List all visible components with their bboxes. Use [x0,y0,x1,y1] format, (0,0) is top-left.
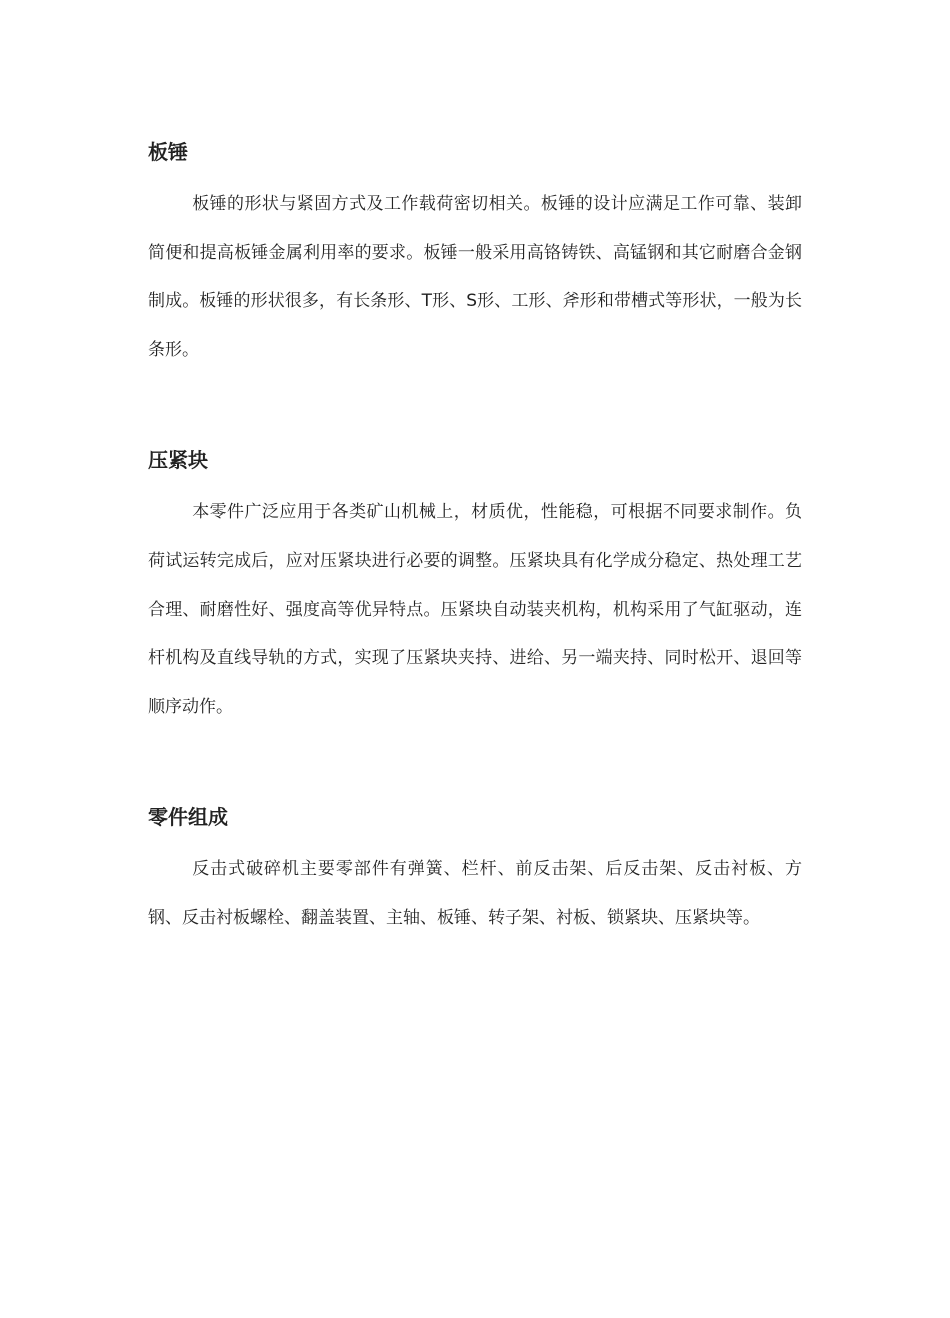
section-parts-composition [148,797,802,942]
document-content [148,132,802,1009]
section-heading: 板锤 [148,140,188,164]
section-pressing-block [148,440,802,731]
section-plate-hammer [148,132,802,374]
section-heading: 压紧块 [148,448,208,473]
section-heading: 零件组成 [148,805,228,830]
section-paragraph: 板锤的形状与紧固方式及工作载荷密切相关。板锤的设计应满足工作可靠、装卸简便和提高板锤金属利用率的要求。板锤一般采用高铬铸铁、高锰钢和其它耐磨合金钢制成。板锤的形状很多，有长条形、T形、S形、工形、斧形和带槽式等形状，一般为长条形。 [148,194,802,360]
section-paragraph: 反击式破碎机主要零部件有弹簧、栏杆、前反击架、后反击架、反击衬板、方钢、反击衬板螺栓、翻盖装置、主轴、板锤、转子架、衬板、锁紧块、压紧块等。 [148,859,802,928]
section-paragraph: 本零件广泛应用于各类矿山机械上，材质优，性能稳，可根据不同要求制作。负荷试运转完成后，应对压紧块进行必要的调整。压紧块具有化学成分稳定、热处理工艺合理、耐磨性好、强度高等优异特点。压紧块自动装夹机构，机构采用了气缸驱动，连杆机构及直线导轨的方式，实现了压紧块夹持、进给、另一端夹持、同时松开、退回等顺序动作。 [148,502,802,717]
